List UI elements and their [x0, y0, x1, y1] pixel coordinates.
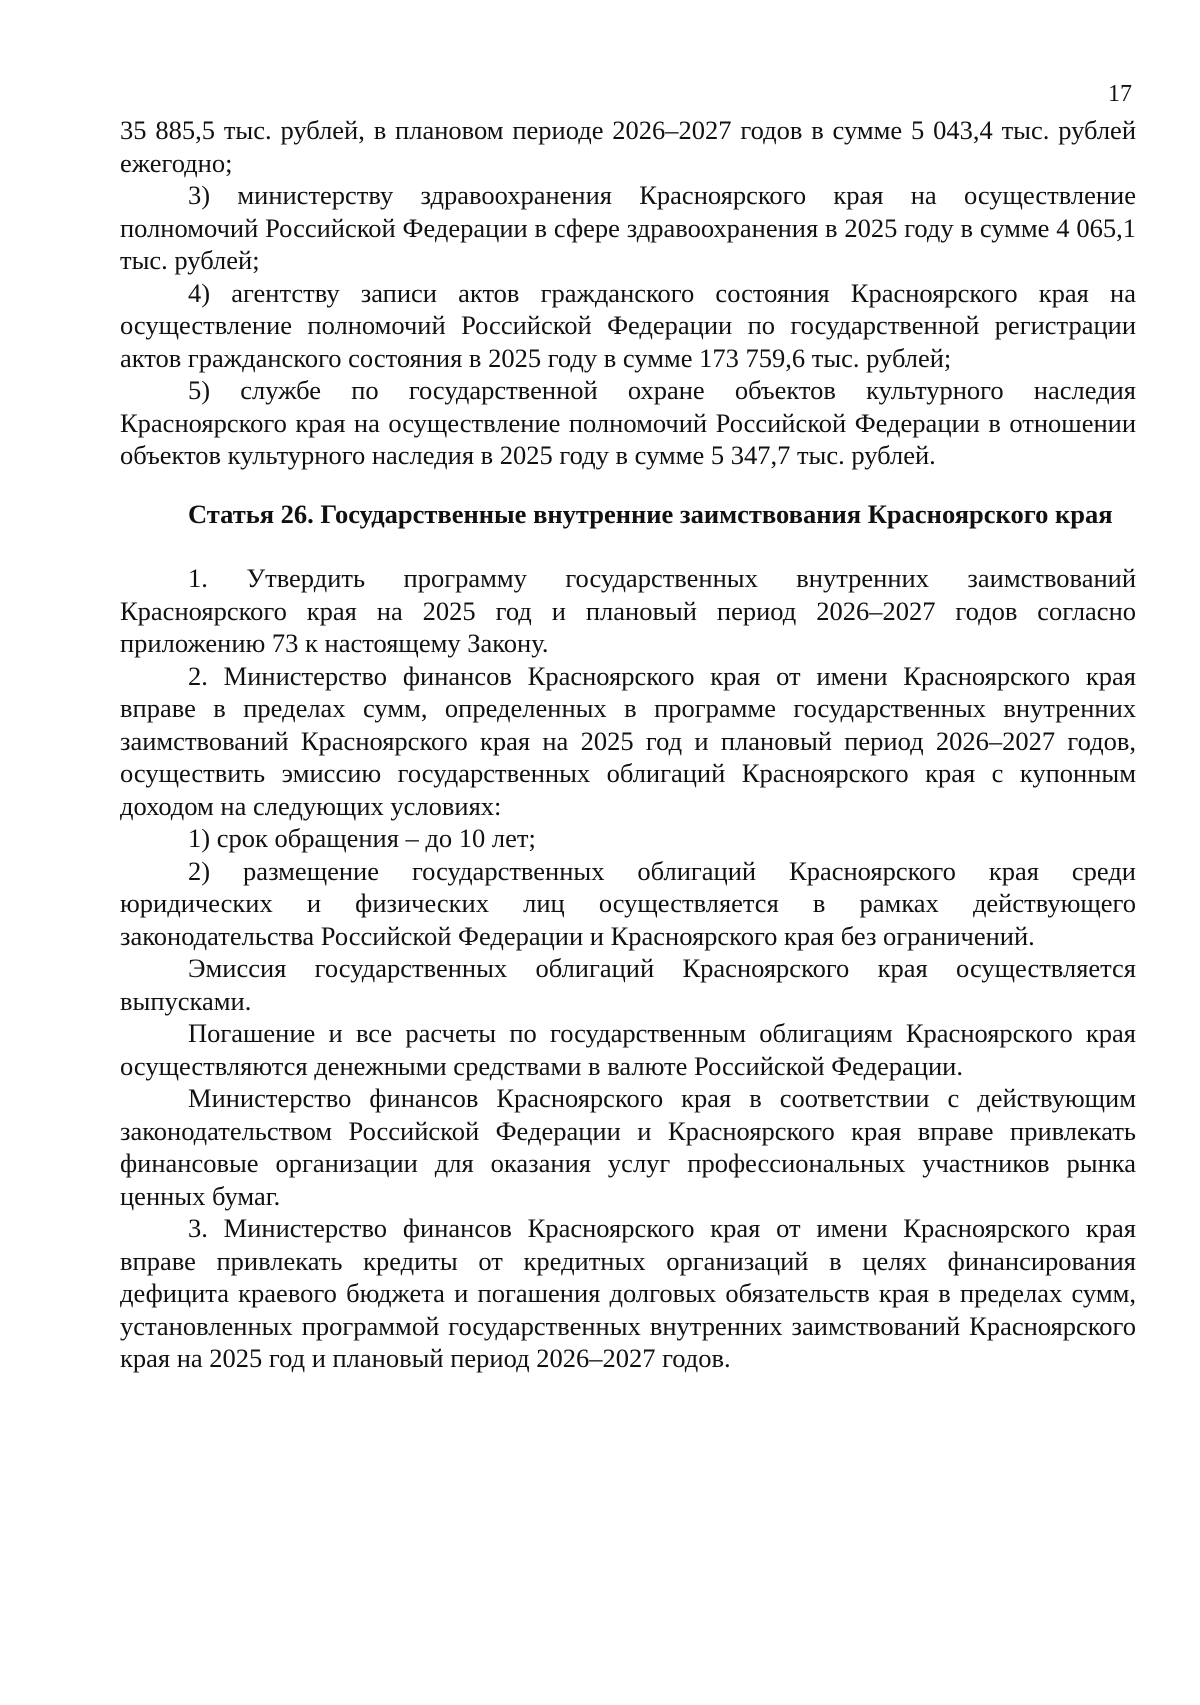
paragraph-4: 5) службе по государственной охране объектов культурного наследия Красноярского края на осуществление полномочий Российской Федерации в отношении объектов культурного наследия в 2025 году в сумме 5 347,7 тыс. рублей.	[120, 375, 1136, 470]
paragraph-10: Погашение и все расчеты по государственным облигациям Красноярского края осуществляются денежными средствами в валюте Российской Федерации.	[120, 1018, 1136, 1081]
paragraph-8: 2) размещение государственных облигаций Красноярского края среди юридических и физических лиц осуществляется в рамках действующего законодательства Российской Федерации и Красноярского края без ограничений.	[120, 855, 1136, 951]
paragraph-5: 1. Утвердить программу государственных внутренних заимствований Красноярского края на 2025 год и плановый период 2026–2027 годов согласно приложению 73 к настоящему Закону.	[120, 563, 1136, 658]
page-number: 17	[1108, 81, 1132, 107]
paragraph-6: 2. Министерство финансов Красноярского края от имени Красноярского края вправе в пределах сумм, определенных в программе государственных внутренних заимствований Красноярского края на 2025 год и плановый период 2026–2027 годов, осуществить эмиссию государственных облигаций Красноярского края с купонным доходом на следующих условиях:	[120, 660, 1136, 821]
paragraph-12: 3. Министерство финансов Красноярского края от имени Красноярского края вправе привлекать кредиты от кредитных организаций в целях финансирования дефицита краевого бюджета и погашения долговых обязательств края в пределах сумм, установленных программой государственных внутренних заимствований Красноярского края на 2025 год и плановый период 2026–2027 годов.	[120, 1213, 1136, 1373]
article-heading: Статья 26. Государственные внутренние заимствования Красноярского края	[188, 498, 1113, 529]
paragraph-3: 4) агентству записи актов гражданского состояния Красноярского края на осуществление полномочий Российской Федерации по государственной регистрации актов гражданского состояния в 2025 году в сумме 173 759,6 тыс. рублей;	[120, 277, 1136, 373]
paragraph-7: 1) срок обращения – до 10 лет;	[188, 823, 536, 853]
paragraphs-before	[120, 114, 1136, 472]
paragraph-2: 3) министерству здравоохранения Красноярского края на осуществление полномочий Российской Федерации в сфере здравоохранения в 2025 году в сумме 4 065,1 тыс. рублей;	[120, 180, 1136, 275]
paragraph-1: 35 885,5 тыс. рублей, в плановом периоде 2026–2027 годов в сумме 5 043,4 тыс. рублей ежегодно;	[120, 115, 1136, 178]
paragraph-9: Эмиссия государственных облигаций Красноярского края осуществляется выпусками.	[120, 953, 1136, 1016]
paragraph-11: Министерство финансов Красноярского края в соответствии с действующим законодательством Российской Федерации и Красноярского края вправе привлекать финансовые организации для оказания услуг профессиональных участников рынка ценных бумаг.	[120, 1083, 1136, 1211]
document-body	[120, 114, 1136, 1375]
paragraphs-after	[120, 562, 1136, 1375]
